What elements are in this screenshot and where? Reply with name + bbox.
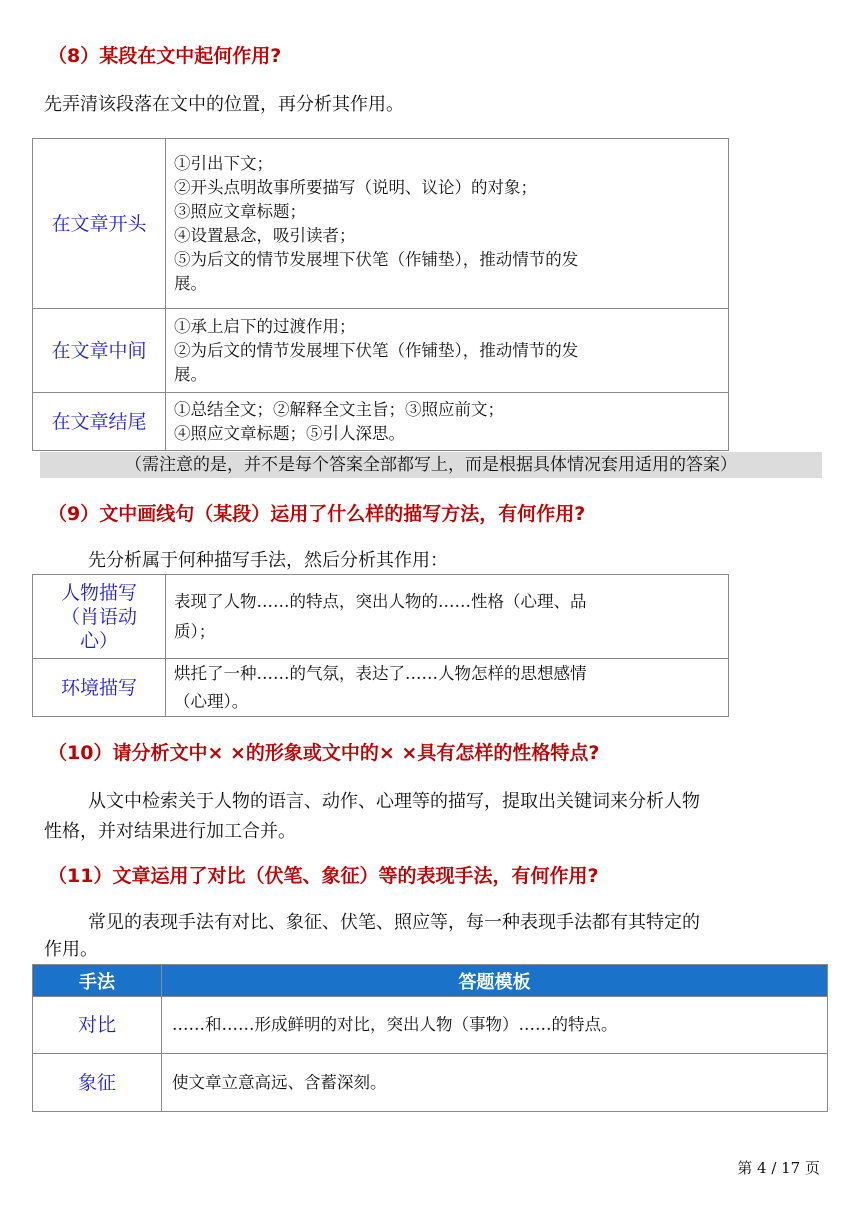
section-11-table	[32, 964, 828, 1112]
content-line: ③照应文章标题；	[174, 201, 306, 221]
content-line: 展。	[174, 273, 207, 293]
column-header: 手法	[33, 965, 162, 997]
row-label	[33, 575, 166, 659]
row-content: ……和……形成鲜明的对比，突出人物（事物）……的特点。	[162, 997, 828, 1054]
row-content: 使文章立意高远、含蓄深刻。	[162, 1054, 828, 1112]
content-line: ②开头点明故事所要描写（说明、议论）的对象；	[174, 177, 537, 197]
row-label: 对比	[33, 997, 162, 1054]
content-line: 展。	[174, 364, 207, 384]
row-label: 象征	[33, 1054, 162, 1112]
label-line: 人物描写	[60, 581, 137, 604]
section-10-heading: （10）请分析文中× ×的形象或文中的× ×具有怎样的性格特点?	[48, 742, 600, 764]
table-row	[33, 393, 729, 451]
table-row	[33, 1054, 828, 1112]
content-line: 质）；	[174, 621, 216, 641]
row-content	[166, 139, 729, 309]
row-label: 环境描写	[33, 659, 166, 717]
body-line: 性格，并对结果进行加工合并。	[44, 821, 296, 842]
column-header: 答题模板	[162, 965, 828, 997]
row-content	[166, 575, 729, 659]
table-row	[33, 309, 729, 393]
content-line: （心理）。	[174, 691, 249, 711]
table-row	[33, 575, 729, 659]
section-8-table	[32, 138, 729, 451]
section-9-table	[32, 574, 729, 717]
label-line: （肖语动	[60, 605, 137, 628]
section-9-intro: 先分析属于何种描写手法，然后分析其作用：	[88, 550, 448, 571]
row-label: 在文章中间	[33, 309, 166, 393]
content-line: ④设置悬念，吸引读者；	[174, 225, 356, 245]
section-8-intro: 先弄清该段落在文中的位置，再分析其作用。	[44, 94, 404, 115]
row-content	[166, 309, 729, 393]
section-8-heading: （8）某段在文中起何作用?	[48, 45, 282, 67]
content-line: ②为后文的情节发展埋下伏笔（作铺垫），推动情节的发	[174, 340, 579, 360]
row-content	[166, 393, 729, 451]
content-line: 表现了人物……的特点，突出人物的……性格（心理、品	[174, 591, 587, 611]
section-10-body	[44, 787, 834, 847]
content-line: ⑤为后文的情节发展埋下伏笔（作铺垫），推动情节的发	[174, 249, 579, 269]
page-number: 第 4 / 17 页	[737, 1159, 820, 1177]
body-line: 作用。	[44, 939, 98, 960]
content-line: ①引出下文；	[174, 153, 273, 173]
row-label: 在文章结尾	[33, 393, 166, 451]
body-line: 从文中检索关于人物的语言、动作、心理等的描写，提取出关键词来分析人物	[88, 791, 700, 812]
table-row	[33, 659, 729, 717]
section-11-body	[44, 909, 834, 963]
content-line: ①总结全文；②解释全文主旨；③照应前文；	[174, 399, 504, 419]
section-11-heading: （11）文章运用了对比（伏笔、象征）等的表现手法，有何作用?	[48, 865, 599, 887]
label-line: 心）	[79, 629, 118, 652]
table-row	[33, 997, 828, 1054]
section-9-heading: （9）文中画线句（某段）运用了什么样的描写方法，有何作用?	[48, 503, 586, 525]
body-line: 常见的表现手法有对比、象征、伏笔、照应等，每一种表现手法都有其特定的	[88, 912, 700, 933]
table-row	[33, 139, 729, 309]
content-line: 烘托了一种……的气氛，表达了……人物怎样的思想感情	[174, 663, 587, 683]
table-header-row	[33, 965, 828, 997]
section-8-note: （需注意的是，并不是每个答案全部都写上，而是根据具体情况套用适用的答案）	[40, 452, 822, 478]
content-line: ④照应文章标题；⑤引人深思。	[174, 423, 405, 443]
row-label: 在文章开头	[33, 139, 166, 309]
row-content	[166, 659, 729, 717]
content-line: ①承上启下的过渡作用；	[174, 316, 356, 336]
